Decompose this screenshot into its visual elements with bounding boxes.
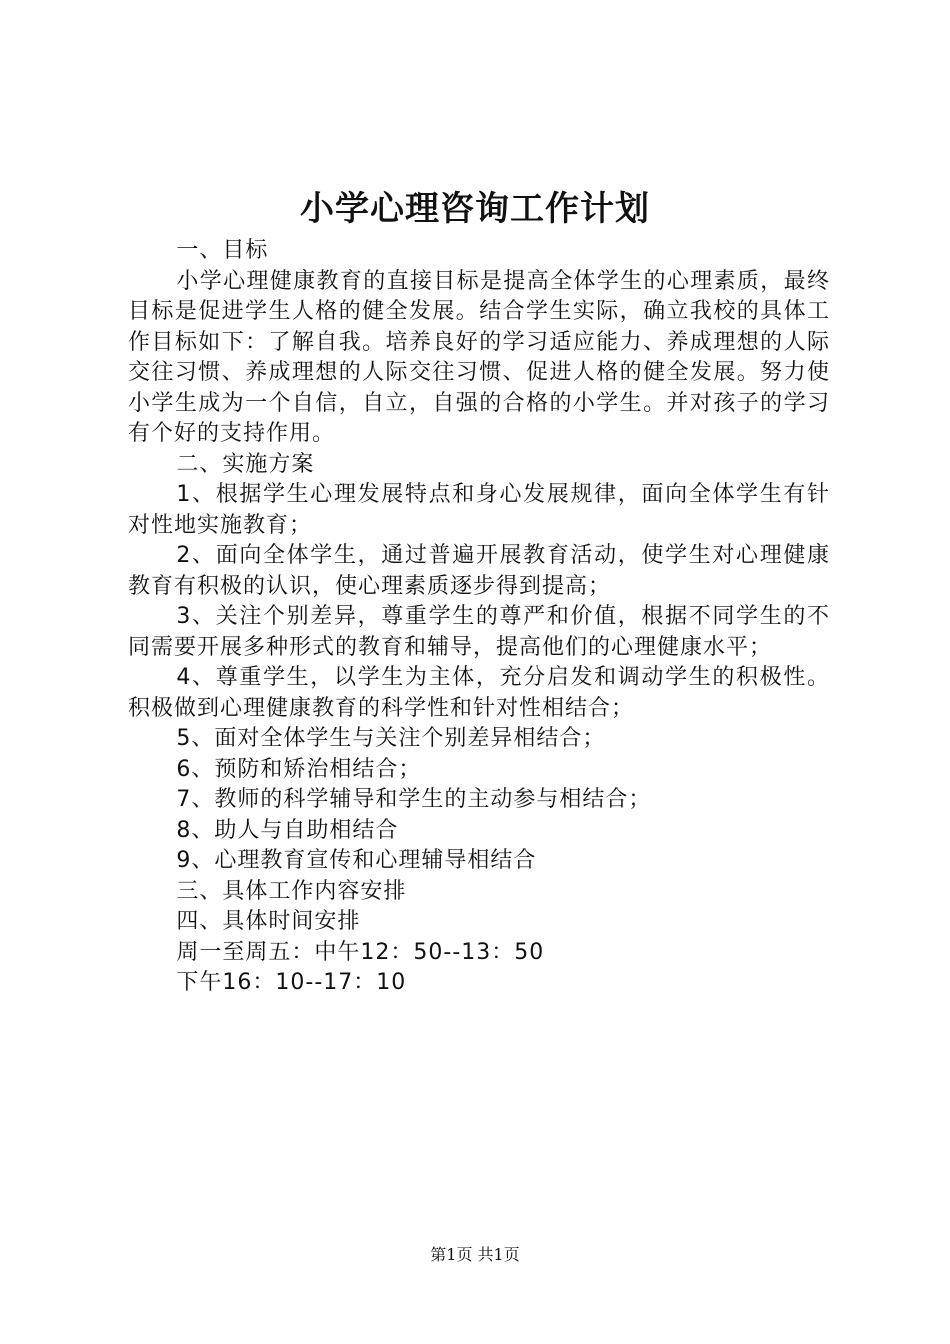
plan-item-3: 3、关注个别差异，尊重学生的尊严和价值，根据不同学生的不同需要开展多种形式的教育和辅导，提高他们的心理健康水平； <box>128 604 830 660</box>
section-heading-schedule: 四、具体时间安排 <box>176 909 361 934</box>
plan-item-1: 1、根据学生心理发展特点和身心发展规律，面向全体学生有针对性地实施教育； <box>128 482 830 538</box>
section-heading-goal: 一、目标 <box>176 238 269 263</box>
plan-item-9: 9、心理教育宣传和心理辅导相结合 <box>176 848 537 873</box>
plan-item-6: 6、预防和矫治相结合； <box>176 756 422 782</box>
schedule-afternoon: 下午16：10--17：10 <box>176 970 407 995</box>
section-heading-plan: 二、实施方案 <box>176 451 315 477</box>
page-footer: 第1页 共1页 <box>430 1245 520 1264</box>
plan-item-7: 7、教师的科学辅导和学生的主动参与相结合； <box>176 787 652 812</box>
plan-item-4: 4、尊重学生，以学生为主体，充分启发和调动学生的积极性。积极做到心理健康教育的科学性和针对性相结合； <box>128 665 830 721</box>
section-heading-content: 三、具体工作内容安排 <box>176 878 407 904</box>
document-body <box>128 236 830 999</box>
plan-item-5: 5、面对全体学生与关注个别差异相结合； <box>176 726 606 751</box>
plan-item-8: 8、助人与自助相结合 <box>176 817 399 843</box>
schedule-noon: 周一至周五：中午12：50--13：50 <box>176 939 545 965</box>
paragraph-goal-text: 小学心理健康教育的直接目标是提高全体学生的心理素质，最终目标是促进学生人格的健全发展。结合学生实际，确立我校的具体工作目标如下：了解自我。培养良好的学习适应能力、养成理想的人际交往习惯、养成理想的人际交往习惯、促进人格的健全发展。努力使小学生成为一个自信，自立，自强的合格的小学生。并对孩子的学习有个好的支持作用。 <box>128 268 830 446</box>
document-title: 小学心理咨询工作计划 <box>300 189 650 229</box>
plan-item-2: 2、面向全体学生，通过普遍开展教育活动，使学生对心理健康教育有积极的认识，使心理素质逐步得到提高； <box>128 543 830 599</box>
